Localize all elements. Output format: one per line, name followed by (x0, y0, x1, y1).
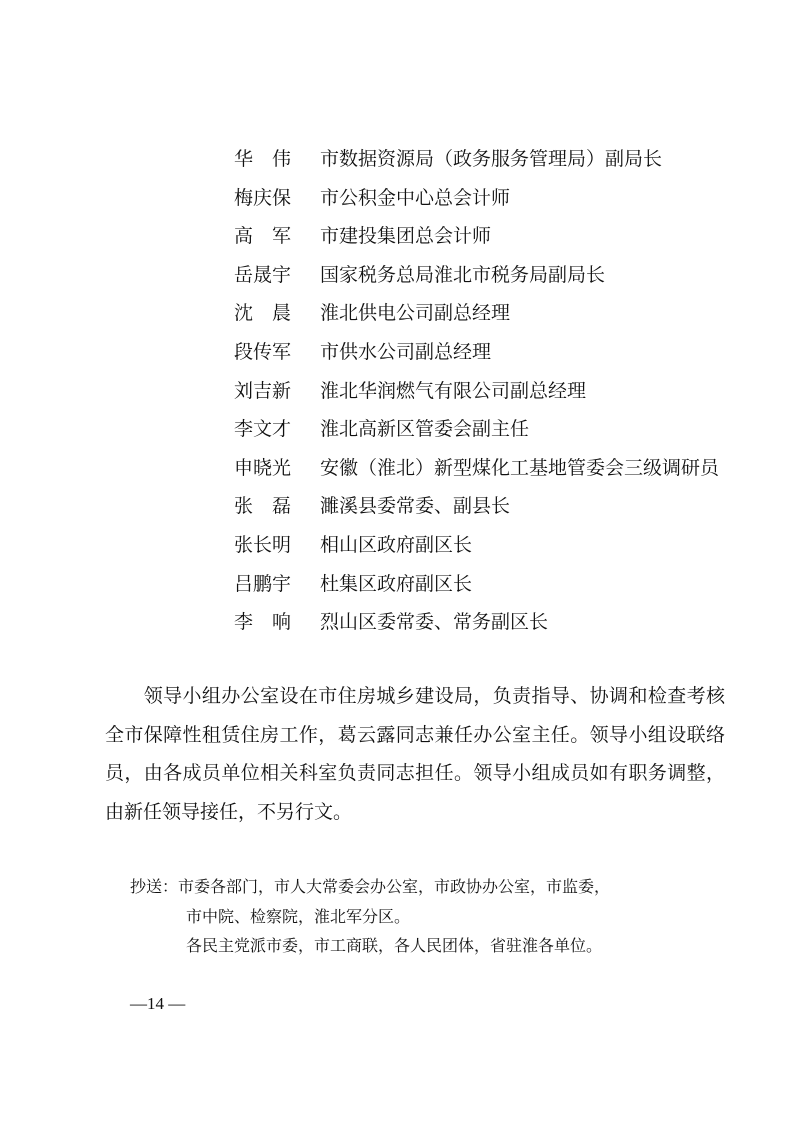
member-row (234, 487, 754, 526)
member-list (234, 140, 754, 642)
member-name: 张长明 (234, 533, 292, 556)
member-name: 岳晟宇 (234, 263, 292, 286)
member-name: 吕鹏宇 (234, 572, 292, 595)
member-row (234, 449, 754, 488)
cc-line-1 (130, 872, 730, 902)
member-role: 烈山区委常委、常务副区长 (320, 611, 549, 634)
page-number: —14 — (130, 994, 186, 1013)
member-row (234, 179, 754, 218)
cc-line-3 (130, 931, 730, 961)
member-row (234, 372, 754, 411)
member-row (234, 526, 754, 565)
member-role: 相山区政府副区长 (320, 533, 473, 556)
member-name: 华 伟 (234, 148, 292, 170)
member-row (234, 256, 754, 295)
member-role: 淮北供电公司副总经理 (320, 302, 511, 325)
member-role: 濉溪县委常委、副县长 (320, 495, 511, 518)
member-role: 淮北华润燃气有限公司副总经理 (320, 379, 587, 402)
member-role: 市供水公司副总经理 (320, 340, 492, 363)
cc-line-2 (130, 902, 730, 932)
member-row (234, 565, 754, 604)
member-name: 李 响 (234, 611, 292, 634)
member-row (234, 333, 754, 372)
paragraph-text: 领导小组办公室设在市住房城乡建设局，负责指导、协调和检查考核全市保障性租赁住房工作，葛云露同志兼任办公室主任。领导小组设联络员，由各成员单位相关科室负责同志担任。领导小组成员如有职务调整，由新任领导接任，不另行文。 (105, 685, 725, 823)
cc-recipients-1: 市委各部门，市人大常委会办公室，市政协办公室，市监委， (178, 877, 611, 896)
member-name: 刘吉新 (234, 379, 292, 402)
member-role: 市公积金中心总会计师 (320, 186, 511, 209)
member-name: 高 军 (234, 225, 292, 248)
member-name: 段传军 (234, 340, 292, 363)
member-name: 张 磊 (234, 495, 292, 518)
member-role: 杜集区政府副区长 (320, 572, 473, 595)
member-name: 李文才 (234, 418, 292, 441)
cc-label: 抄送： (130, 877, 179, 896)
member-role: 市建投集团总会计师 (320, 225, 492, 248)
member-role: 淮北高新区管委会副主任 (320, 418, 530, 441)
cc-recipients-2: 市中院、检察院，淮北军分区。 (186, 906, 411, 926)
member-row (234, 603, 754, 642)
member-row (234, 410, 754, 449)
member-role: 国家税务总局淮北市税务局副局长 (320, 263, 606, 286)
member-name: 申晓光 (234, 456, 292, 479)
member-row (234, 294, 754, 333)
member-row (234, 140, 754, 179)
member-role: 安徽（淮北）新型煤化工基地管委会三级调研员 (320, 456, 720, 479)
member-role: 市数据资源局（政务服务管理局）副局长 (320, 148, 663, 170)
member-name: 沈 晨 (234, 302, 292, 325)
cc-block (130, 872, 730, 961)
cc-recipients-3: 各民主党派市委，市工商联，各人民团体，省驻淮各单位。 (186, 936, 603, 956)
member-name: 梅庆保 (234, 186, 292, 209)
member-row (234, 217, 754, 256)
office-paragraph (105, 677, 725, 831)
